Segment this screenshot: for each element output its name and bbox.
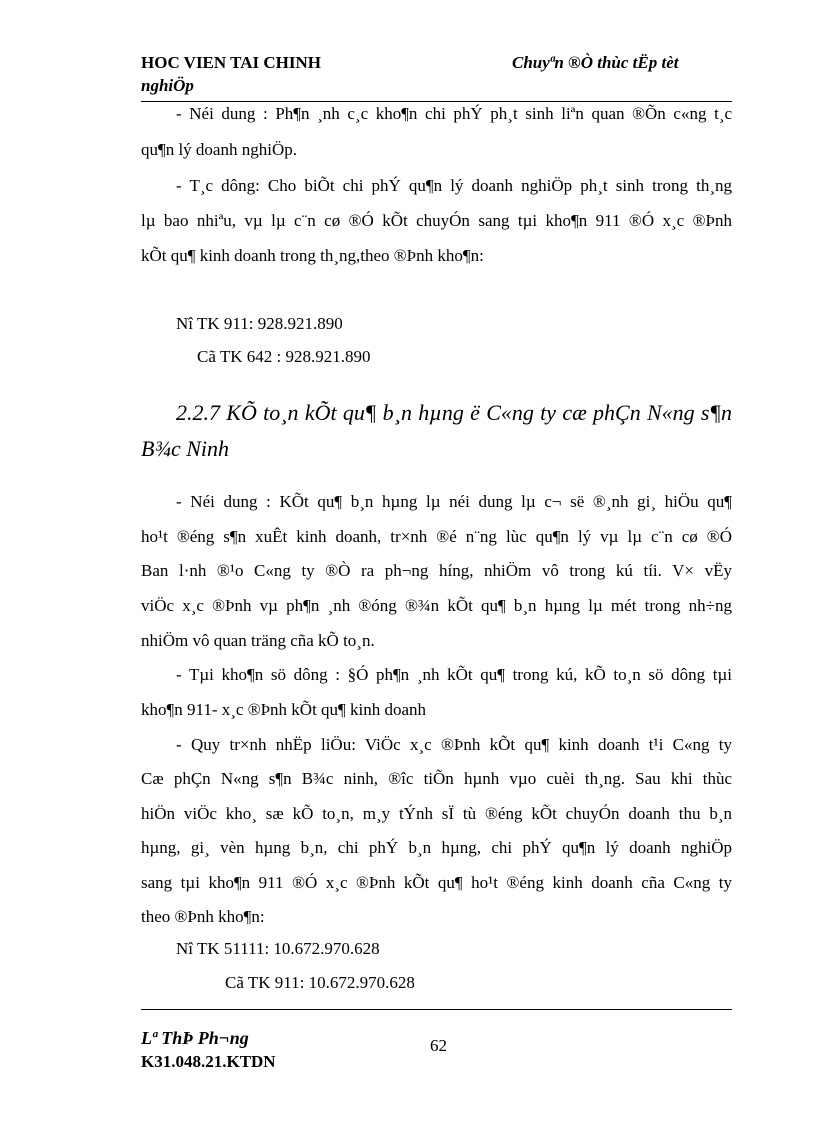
paragraph-effect-line: - T¸c dông: Cho biÕt chi phÝ qu¶n lý doanh nghiÖp ph¸t sinh trong th¸ng [176, 176, 732, 195]
paragraph-process-line: - Quy tr×nh nhËp liÖu: ViÖc x¸c ®Þnh kÕt qu¶ kinh doanh t¹i C«ng ty [176, 735, 732, 754]
journal-entry-debit: Nî TK 51111: 10.672.970.628 [176, 939, 380, 958]
paragraph-process-line: sang tµi kho¶n 911 ®Ó x¸c ®Þnh kÕt qu¶ ho¹t ®éng kinh doanh cña C«ng ty [141, 873, 732, 892]
page-number: 62 [430, 1036, 447, 1055]
paragraph-account-line: kho¶n 911- x¸c ®Þnh kÕt qu¶ kinh doanh [141, 700, 427, 719]
journal-entry-debit: Nî TK 911: 928.921.890 [176, 314, 343, 333]
paragraph-content-line: qu¶n lý doanh nghiÖp. [141, 140, 297, 159]
header-document-type: Chuyªn ®Ò thùc tËp tèt [512, 53, 679, 72]
section-heading: 2.2.7 KÕ to¸n kÕt qu¶ b¸n hµng ë C«ng ty cæ phÇn N«ng s¶n [176, 400, 732, 425]
journal-entry-credit: Cã TK 642 : 928.921.890 [197, 347, 371, 366]
footer-class-code: K31.048.21.KTDN [141, 1052, 276, 1071]
paragraph-content-line: Ban l·nh ®¹o C«ng ty ®Ò ra ph¬ng híng, nhiÖm vô trong kú tíi. V× vËy [141, 561, 732, 580]
paragraph-content-line: ho¹t ®éng s¶n xuÊt kinh doanh, tr×nh ®é n¨ng lùc qu¶n lý vµ lµ c¨n cø ®Ó [141, 527, 732, 546]
paragraph-account-line: - Tµi kho¶n sö dông : §Ó ph¶n ¸nh kÕt qu¶ trong kú, kÕ to¸n sö dông tµi [176, 665, 732, 684]
journal-entry-credit: Cã TK 911: 10.672.970.628 [225, 973, 415, 992]
footer-divider [141, 1009, 732, 1010]
footer-author: Lª ThÞ Ph¬ng [141, 1028, 249, 1048]
paragraph-process-line: hµng, gi¸ vèn hµng b¸n, chi phÝ b¸n hµng, chi phÝ qu¶n lý doanh nghiÖp [141, 838, 732, 857]
paragraph-content-line: nhiÖm vô quan träng cña kÕ to¸n. [141, 631, 375, 650]
paragraph-process-line: Cæ phÇn N«ng s¶n B¾c ninh, ®îc tiÕn hµnh vµo cuèi th¸ng. Sau khi thùc [141, 769, 732, 788]
header-institution: HOC VIEN TAI CHINH [141, 53, 321, 72]
paragraph-content-line: - Néi dung : KÕt qu¶ b¸n hµng lµ néi dung lµ c¬ së ®¸nh gi¸ hiÖu qu¶ [176, 492, 732, 511]
paragraph-effect-line: lµ bao nhiªu, vµ lµ c¨n cø ®Ó kÕt chuyÓn sang tµi kho¶n 911 ®Ó x¸c ®Þnh [141, 211, 732, 230]
paragraph-process-line: theo ®Þnh kho¶n: [141, 907, 265, 926]
paragraph-process-line: hiÖn viÖc kho¸ sæ kÕ to¸n, m¸y tÝnh sÏ tù ®éng kÕt chuyÓn doanh thu b¸n [141, 804, 732, 823]
section-heading: B¾c Ninh [141, 436, 229, 461]
paragraph-content-line: viÖc x¸c ®Þnh vµ ph¶n ¸nh ®óng ®¾n kÕt qu¶ b¸n hµng lµ mét trong nh÷ng [141, 596, 732, 615]
header-subtitle: nghiÖp [141, 76, 194, 95]
paragraph-content-line: - Néi dung : Ph¶n ¸nh c¸c kho¶n chi phÝ ph¸t sinh liªn quan ®Õn c«ng t¸c [176, 104, 732, 123]
paragraph-effect-line: kÕt qu¶ kinh doanh trong th¸ng,theo ®Þnh kho¶n: [141, 246, 484, 265]
